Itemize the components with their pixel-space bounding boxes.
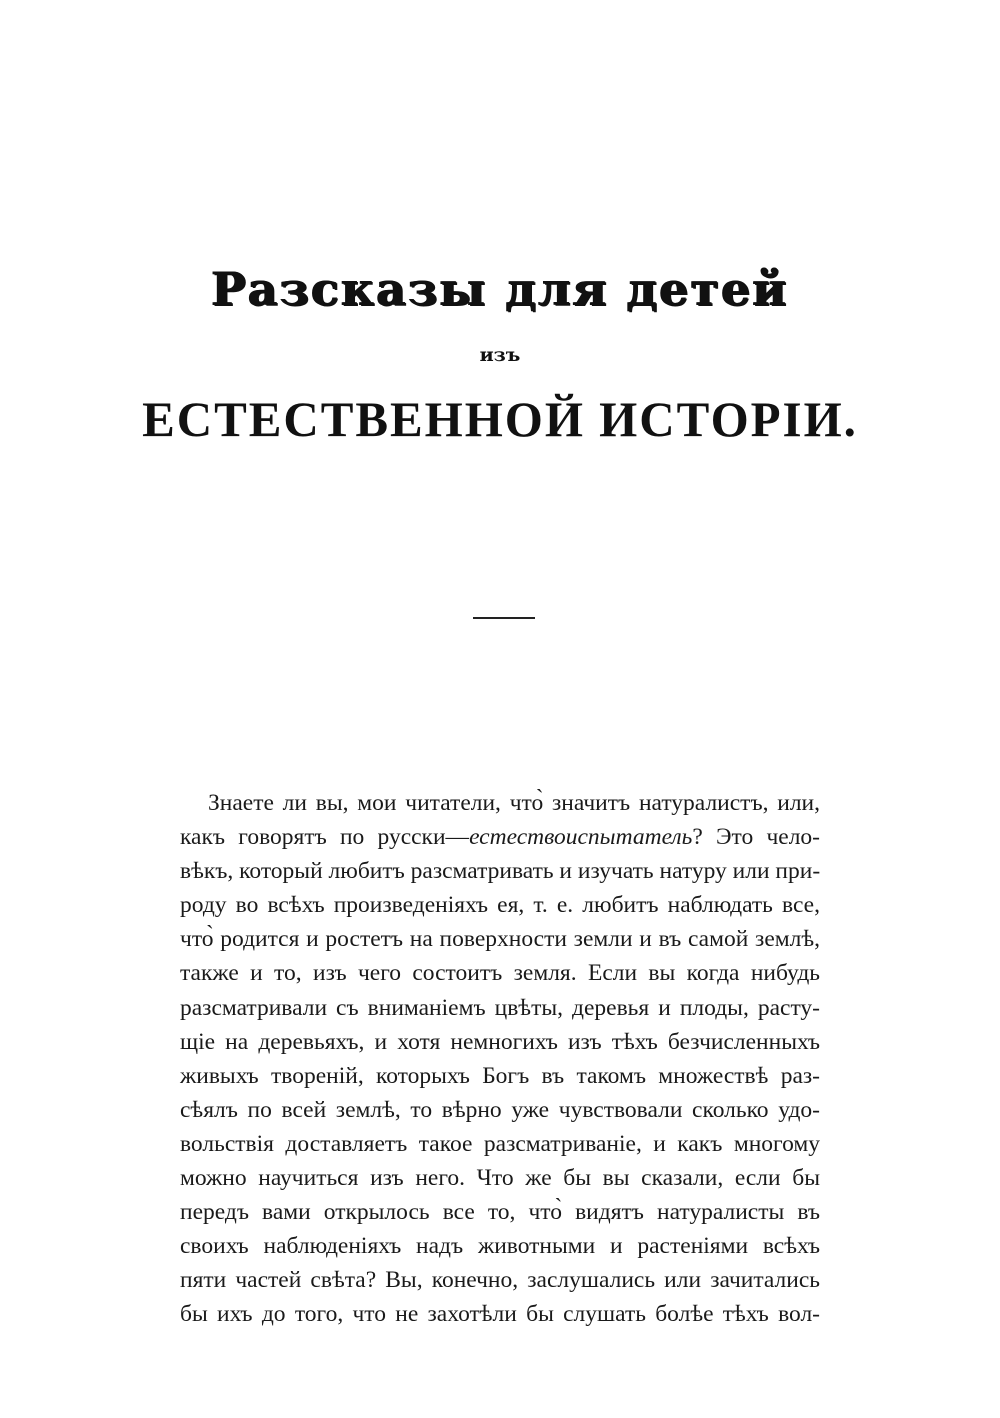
text-line: разсматривали съ вниманіемъ цвѣты, деревья и плоды, расту- — [180, 994, 820, 1021]
title-decorative: Разсказы для детей — [211, 262, 789, 316]
section-rule — [473, 617, 535, 619]
text-segment: какъ говорятъ по русски— — [180, 824, 470, 851]
text-segment: ? Это чело- — [692, 824, 820, 851]
text-line: пяти частей свѣта? Вы, конечно, заслушались или зачитались — [180, 1267, 820, 1294]
italic-term: естествоиспытатель — [469, 824, 693, 851]
text-line: сѣялъ по всей землѣ, то вѣрно уже чувствовали сколько удо- — [180, 1096, 820, 1123]
text-line: роду во всѣхъ произведеніяхъ ея, т. е. любитъ наблюдать все, — [180, 892, 820, 919]
text-line: что̀ родится и ростетъ на поверхности земли и въ самой землѣ, — [180, 926, 820, 953]
text-line: живыхъ твореній, которыхъ Богъ въ такомъ множествѣ раз- — [180, 1062, 820, 1089]
text-line: бы ихъ до того, что не захотѣли бы слушать болѣе тѣхъ вол- — [180, 1301, 820, 1328]
text-line: своихъ наблюденіяхъ надъ животными и растеніями всѣхъ — [180, 1233, 820, 1260]
title-main: ЕСТЕСТВЕННОЙ ИСТОРІИ. — [142, 391, 858, 447]
text-line: щіе на деревьяхъ, и хотя немногихъ изъ тѣхъ безчисленныхъ — [180, 1028, 820, 1055]
text-line: можно научиться изъ него. Что же бы вы сказали, если бы — [180, 1165, 820, 1192]
text-line: передъ вами открылось все то, что̀ видятъ натуралисты въ — [180, 1199, 820, 1226]
text-line: вольствія доставляетъ такое разсматриваніе, и какъ многому — [180, 1130, 820, 1157]
text-line: вѣкъ, который любитъ разсматривать и изучать натуру или при- — [180, 858, 821, 885]
body-paragraph — [180, 786, 820, 1332]
text-line: Знаете ли вы, мои читатели, что̀ значитъ натуралистъ, или, — [208, 790, 820, 816]
text-line — [180, 820, 820, 854]
title-connector: изъ — [479, 344, 521, 366]
text-line: также и то, изъ чего состоитъ земля. Если вы когда нибудь — [180, 960, 820, 987]
